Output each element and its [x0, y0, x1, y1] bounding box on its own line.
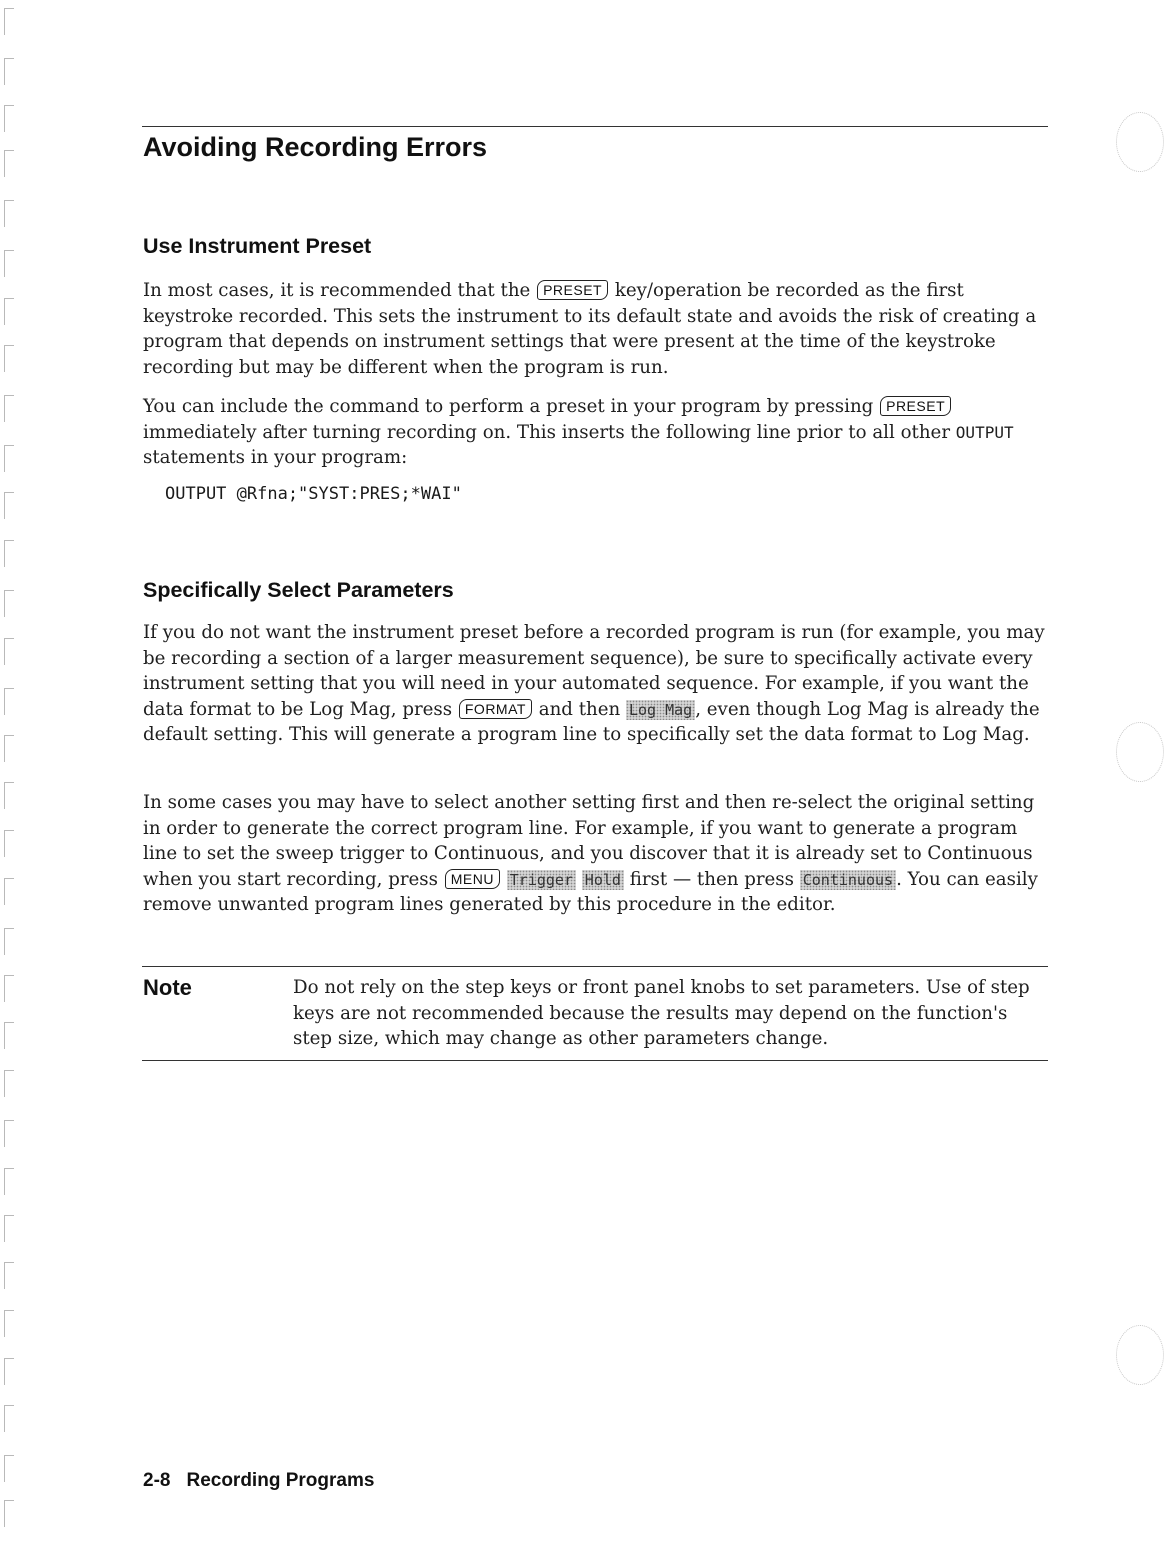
text: You can include the command to perform a preset in your program by pressing	[143, 396, 880, 417]
inline-code-output: OUTPUT	[955, 422, 1014, 442]
text: . You can easily remove unwanted program lines generated by this procedure in the editor.	[143, 868, 1038, 915]
text: key/operation be recorded as the first keystroke recorded. This sets the instrument to its default state and avoids the risk of creating a program that depends on instrument settings that were present at the time of the keystroke recording but may be different when the program is run.	[143, 280, 1037, 378]
paragraph-select-1	[143, 620, 1048, 748]
text: immediately after turning recording on. This inserts the following line prior to all other	[143, 421, 956, 443]
chapter-title: Recording Programs	[186, 1470, 375, 1491]
text: , even though Log Mag is already the default setting. This will generate a program line to specifically set the data format to Log Mag.	[143, 698, 1040, 745]
text: statements in your program:	[143, 447, 408, 468]
code-example: OUTPUT @Rfna;"SYST:PRES;*WAI"	[165, 484, 462, 504]
paragraph-select-2	[143, 790, 1048, 918]
note-top-rule	[142, 966, 1048, 967]
page-footer	[143, 1470, 374, 1492]
text: If you do not want the instrument preset before a recorded program is run (for example, you may be recording a section of a larger measurement sequence), be sure to specifically activate every instrument setting that you will need in your automated sequence. For example, if you want the data format to be Log Mag, press	[143, 622, 1045, 720]
preset-key: PRESET	[537, 280, 608, 300]
punch-hole-bottom	[1116, 1325, 1164, 1385]
text: first — then press	[623, 868, 800, 890]
title-rule	[142, 126, 1048, 127]
menu-key: MENU	[445, 869, 500, 889]
note-bottom-rule	[142, 1060, 1048, 1061]
text: In some cases you may have to select another setting first and then re-select the original setting in order to generate the correct program line. For example, if you want to generate a program line to set the sweep trigger to Continuous, and you discover that it is already set to Continuous when you start recording, press	[143, 792, 1035, 890]
softkey-log-mag: Log Mag	[626, 700, 695, 720]
paragraph-preset-2	[143, 394, 1048, 471]
scan-left-edge	[0, 0, 22, 1544]
note-text: Do not rely on the step keys or front panel knobs to set parameters. Use of step keys are not recommended because the results may depend on the function's step size, which may change as other parameters change.	[293, 977, 1030, 1049]
preset-key: PRESET	[880, 396, 951, 416]
format-key: FORMAT	[459, 699, 532, 719]
page-title: Avoiding Recording Errors	[143, 132, 488, 162]
page-number: 2-8	[143, 1470, 171, 1491]
softkey-continuous: Continuous	[800, 870, 896, 890]
section-heading-preset: Use Instrument Preset	[143, 234, 372, 258]
section-heading-select-parameters: Specifically Select Parameters	[143, 578, 454, 602]
softkey-trigger: Trigger	[507, 870, 576, 890]
text: In most cases, it is recommended that the	[143, 280, 537, 301]
paragraph-preset-1	[143, 278, 1048, 380]
note-label: Note	[143, 975, 192, 1000]
text: and then	[532, 698, 626, 720]
punch-hole-middle	[1116, 722, 1164, 782]
punch-hole-top	[1116, 112, 1164, 172]
softkey-hold: Hold	[582, 870, 624, 890]
